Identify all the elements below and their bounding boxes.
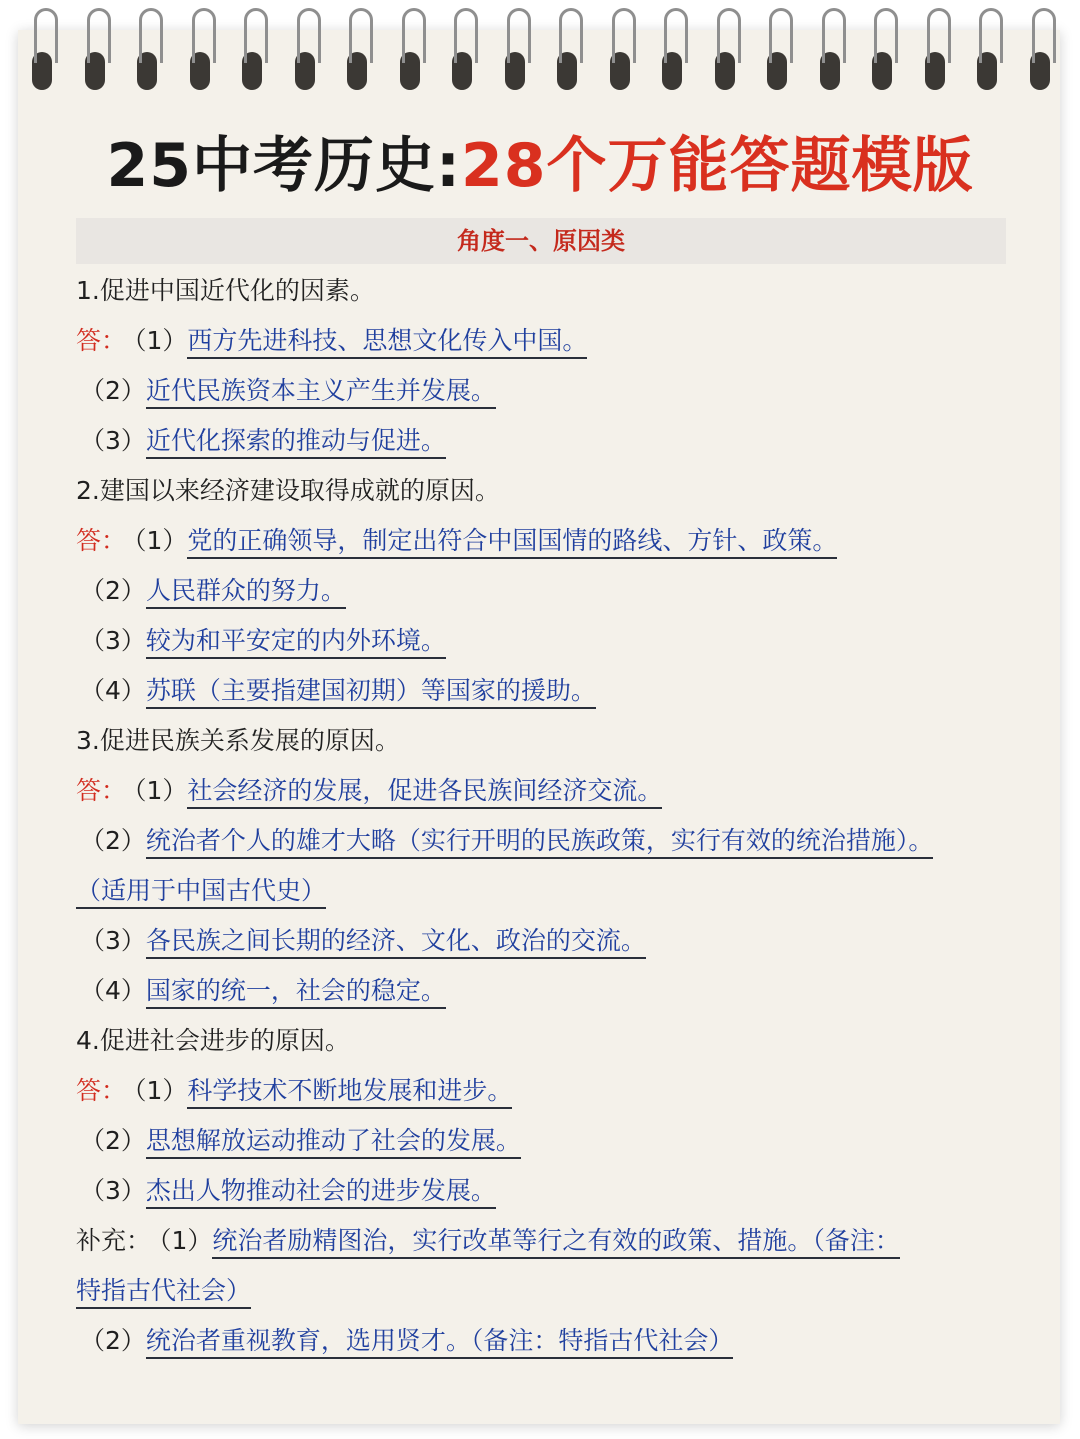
answer-text: 社会经济的发展，促进各民族间经济交流。 xyxy=(187,776,662,809)
ring-wire xyxy=(507,8,531,63)
answer-label: 答： xyxy=(76,1076,127,1105)
answer-text: 近代民族资本主义产生并发展。 xyxy=(146,376,496,409)
answer-text: 科学技术不断地发展和进步。 xyxy=(187,1076,512,1109)
item-number: （2） xyxy=(80,826,146,855)
item-number: （1） xyxy=(159,1226,213,1255)
answer-line xyxy=(80,1174,496,1208)
answer-line xyxy=(80,924,646,958)
binding-ring xyxy=(660,8,684,88)
question-1 xyxy=(76,274,375,308)
item-number: （2） xyxy=(80,1126,146,1155)
binding-ring xyxy=(608,8,632,88)
binding-ring xyxy=(923,8,947,88)
item-number: （4） xyxy=(80,676,146,705)
item-number: （3） xyxy=(80,426,146,455)
ring-wire xyxy=(349,8,373,63)
answer-line xyxy=(80,674,596,708)
supplement-text: 特指古代社会） xyxy=(76,1276,251,1309)
page-title xyxy=(0,118,1080,204)
ring-wire xyxy=(874,8,898,63)
binding-ring xyxy=(713,8,737,88)
answer-text: 西方先进科技、思想文化传入中国。 xyxy=(187,326,587,359)
answer-text: 近代化探索的推动与促进。 xyxy=(146,426,446,459)
ring-wire xyxy=(559,8,583,63)
ring-wire xyxy=(927,8,951,63)
binding-ring xyxy=(503,8,527,88)
spiral-binding xyxy=(0,0,1080,100)
answer-text: 思想解放运动推动了社会的发展。 xyxy=(146,1126,521,1159)
binding-ring xyxy=(30,8,54,88)
answer-label: 答： xyxy=(76,526,127,555)
answer-line xyxy=(80,374,496,408)
ring-wire xyxy=(717,8,741,63)
answer-text: 国家的统一，社会的稳定。 xyxy=(146,976,446,1009)
binding-ring xyxy=(450,8,474,88)
answer-line xyxy=(80,574,346,608)
item-number: （2） xyxy=(80,376,146,405)
answer-text: 党的正确领导，制定出符合中国国情的路线、方针、政策。 xyxy=(187,526,837,559)
binding-ring xyxy=(870,8,894,88)
answer-text: 较为和平安定的内外环境。 xyxy=(146,626,446,659)
answer-line xyxy=(80,1124,521,1158)
question-4 xyxy=(76,1024,350,1058)
question-text: 2.建国以来经济建设取得成就的原因。 xyxy=(76,476,500,505)
binding-ring xyxy=(188,8,212,88)
answer-line xyxy=(76,1074,512,1108)
ring-wire xyxy=(769,8,793,63)
answer-line xyxy=(80,424,446,458)
binding-ring xyxy=(1028,8,1052,88)
title-part-black: 25中考历史: xyxy=(106,131,461,201)
binding-ring xyxy=(345,8,369,88)
ring-wire xyxy=(244,8,268,63)
binding-ring xyxy=(818,8,842,88)
ring-wire xyxy=(822,8,846,63)
answer-line xyxy=(80,974,446,1008)
item-number: （1） xyxy=(134,326,188,355)
answer-line xyxy=(80,624,446,658)
answer-text: 各民族之间长期的经济、文化、政治的交流。 xyxy=(146,926,646,959)
item-number: （4） xyxy=(80,976,146,1005)
ring-wire xyxy=(297,8,321,63)
answer-text: 人民群众的努力。 xyxy=(146,576,346,609)
supplement-line-continued xyxy=(76,1274,251,1308)
ring-wire xyxy=(139,8,163,63)
item-number: （3） xyxy=(80,1176,146,1205)
item-number: （3） xyxy=(80,626,146,655)
binding-ring xyxy=(765,8,789,88)
binding-ring xyxy=(135,8,159,88)
supplement-text: 统治者重视教育，选用贤才。（备注：特指古代社会） xyxy=(146,1326,734,1359)
binding-ring xyxy=(975,8,999,88)
answer-line xyxy=(76,774,662,808)
question-3 xyxy=(76,724,400,758)
question-2 xyxy=(76,474,500,508)
ring-wire xyxy=(87,8,111,63)
title-part-red: 28个万能答题模版 xyxy=(461,131,974,201)
item-number: （2） xyxy=(80,1326,146,1355)
supplement-label: 补充： xyxy=(76,1226,152,1255)
binding-ring xyxy=(293,8,317,88)
ring-wire xyxy=(979,8,1003,63)
ring-wire xyxy=(34,8,58,63)
item-number: （1） xyxy=(134,1076,188,1105)
item-number: （1） xyxy=(134,776,188,805)
supplement-line xyxy=(76,1224,900,1258)
answer-text: 统治者个人的雄才大略（实行开明的民族政策，实行有效的统治措施）。 xyxy=(146,826,934,859)
item-number: （1） xyxy=(134,526,188,555)
question-text: 4.促进社会进步的原因。 xyxy=(76,1026,350,1055)
question-text: 3.促进民族关系发展的原因。 xyxy=(76,726,400,755)
answer-line-continued xyxy=(76,874,326,908)
binding-ring xyxy=(240,8,264,88)
item-number: （3） xyxy=(80,926,146,955)
answer-label: 答： xyxy=(76,776,127,805)
answer-text: （适用于中国古代史） xyxy=(76,876,326,909)
answer-text: 苏联（主要指建国初期）等国家的援助。 xyxy=(146,676,596,709)
ring-wire xyxy=(192,8,216,63)
ring-wire xyxy=(612,8,636,63)
ring-wire xyxy=(454,8,478,63)
section-header: 角度一、原因类 xyxy=(76,218,1006,264)
answer-line xyxy=(80,824,933,858)
supplement-line xyxy=(80,1324,733,1358)
binding-ring xyxy=(398,8,422,88)
answer-line xyxy=(76,324,587,358)
item-number: （2） xyxy=(80,576,146,605)
ring-wire xyxy=(664,8,688,63)
answer-text: 杰出人物推动社会的进步发展。 xyxy=(146,1176,496,1209)
binding-ring xyxy=(555,8,579,88)
answer-line xyxy=(76,524,837,558)
binding-ring xyxy=(83,8,107,88)
supplement-text: 统治者励精图治，实行改革等行之有效的政策、措施。（备注： xyxy=(212,1226,900,1259)
ring-wire xyxy=(1032,8,1056,63)
answer-label: 答： xyxy=(76,326,127,355)
question-text: 1.促进中国近代化的因素。 xyxy=(76,276,375,305)
ring-wire xyxy=(402,8,426,63)
